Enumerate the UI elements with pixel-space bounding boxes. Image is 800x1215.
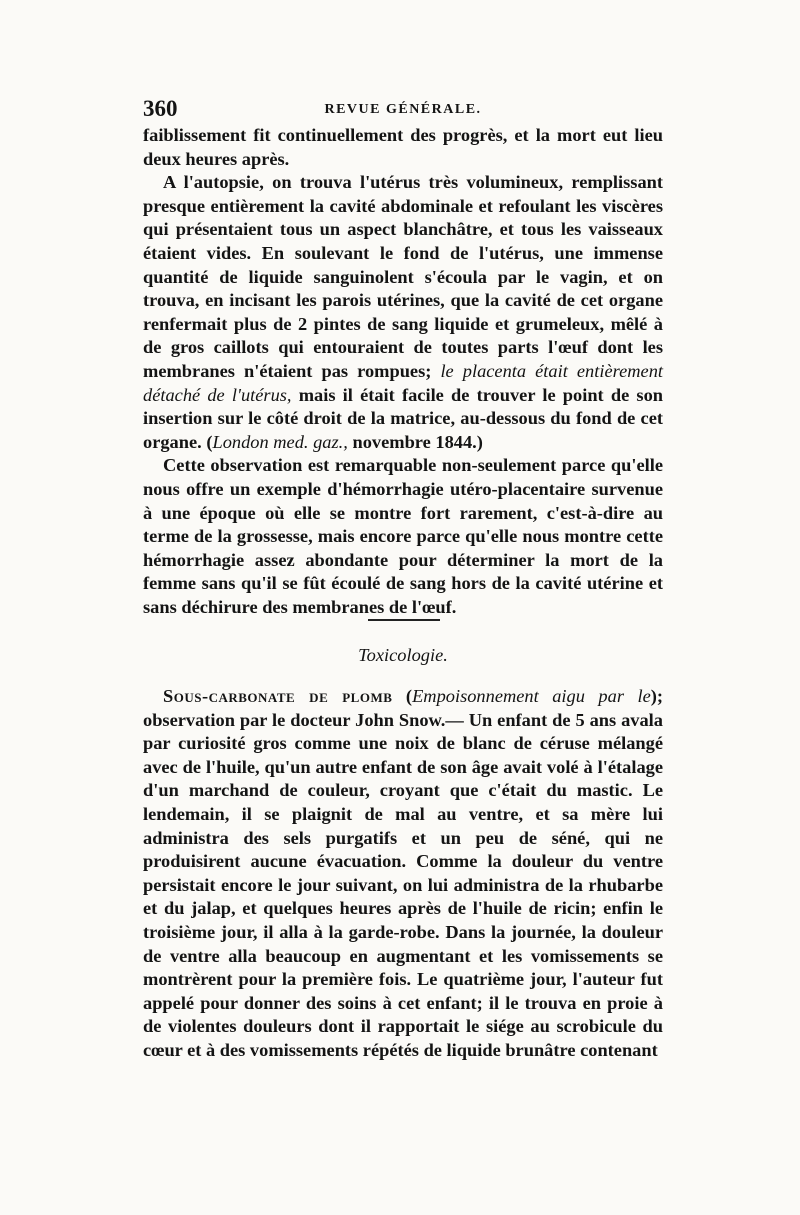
citation-journal: London med. gaz.,: [212, 431, 348, 452]
paragraph-autopsy: [143, 171, 663, 454]
section-toxicology-text: [143, 685, 663, 1063]
entry-heading: Sous-carbonate de plomb: [163, 686, 393, 706]
autopsy-italic: le placenta était entièrement détaché de l'utérus,: [143, 360, 664, 405]
section-title: Toxicologie.: [358, 645, 448, 665]
entry-subtitle: Empoisonnement aigu par le: [412, 686, 651, 706]
paragraph-continuation: faiblissement fit continuellement des progrès, et la mort eut lieu deux heures après.: [143, 125, 663, 169]
entry-paren-open: (: [392, 686, 413, 706]
section-divider: [368, 619, 440, 621]
page-header: [143, 96, 663, 126]
paragraph-lead-carbonate: [143, 685, 663, 1063]
autopsy-text-2: mais il était facile de trouver le point de son insertion sur le côté droit de la matrice, au-dessous du fond de cet organe. (: [143, 384, 664, 452]
autopsy-text: A l'autopsie, on trouva l'utérus très volumineux, remplissant presque entièrement la cavité abdominale et refoulant les viscères qui présentaient tous un aspect blanchâtre, et tous les vaisseaux étaient vides. En soulevant le fond de l'utérus, une immense quantité de liquide sanguinolent s'écoula par le vagin, et on trouva, en incisant les parois utérines, que la cavité de cet organe renfermait plus de 2 pintes de sang liquide et grumeleux, mêlé à de gros caillots qui entouraient de toutes parts l'œuf dont les membranes n'étaient pas rompues;: [143, 172, 663, 381]
page-number: 360: [143, 96, 178, 121]
running-title: REVUE GÉNÉRALE.: [324, 102, 482, 117]
entry-paren-close: );: [650, 686, 664, 706]
paragraph-observation: Cette observation est remarquable non-seulement parce qu'elle nous offre un exemple d'hémorrhagie utéro-placentaire survenue à une époque où elle se montre fort rarement, c'est-à-dire au terme de la grossesse, mais encore parce qu'elle nous montre cette hémorrhagie assez abondante pour déterminer la mort de la femme sans qu'il se fût écoulé de sang hors de la cavité utérine et sans déchirure des membranes de l'œuf.: [143, 455, 663, 617]
section-hemorrhage-text: [143, 124, 663, 619]
entry-body: observation par le docteur John Snow.— Un enfant de 5 ans avala par curiosité gros comme une noix de blanc de céruse mélangé avec de l'huile, qu'un autre enfant de son âge avait volé à l'étalage d'un marchand de couleur, croyant que c'était du mastic. Le lendemain, il se plaignit de mal au ventre, et sa mère lui administra des sels purgatifs et un peu de séné, qui ne produisirent aucune évacuation. Comme la douleur du ventre persistait encore le jour suivant, on lui administra de la rhubarbe et du jalap, et quelques heures après de l'huile de ricin; enfin le troisième jour, il alla à la garde-robe. Dans la journée, la douleur de ventre alla beaucoup en augmentant et les vomissements se montrèrent pour la première fois. Le quatrième jour, l'auteur fut appelé pour donner des soins à cet enfant; il le trouva en proie à de violentes douleurs dont il rapportait le siége au scrobicule du cœur et à des vomissements répétés de liquide brunâtre contenant: [143, 709, 663, 1060]
citation-date: novembre 1844.): [352, 431, 483, 452]
